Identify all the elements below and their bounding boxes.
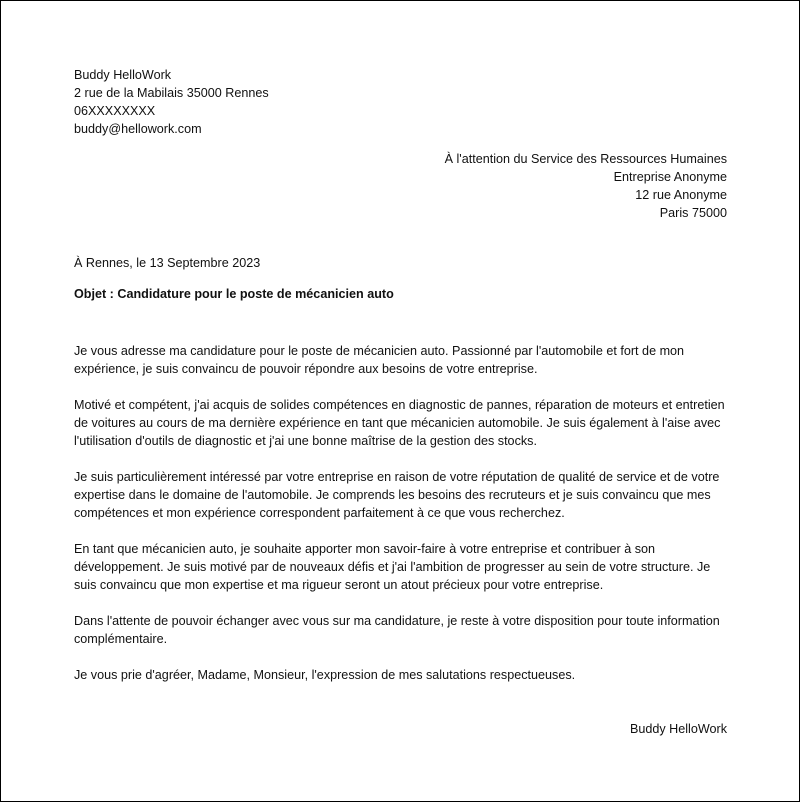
sender-phone: 06XXXXXXXX	[74, 104, 156, 118]
sender-name: Buddy HelloWork	[74, 68, 172, 82]
recipient-attention: À l'attention du Service des Ressources Humaines	[444, 152, 727, 166]
body-paragraph-interest: Je suis particulièrement intéressé par votre entreprise en raison de votre réputation de qualité de service et de votre expertise dans le domaine de l'automobile. Je comprends les besoins des recruteurs et je suis convaincu que mes compétences et mon expérience correspondent parfaitement à ce que vous recherchez.	[74, 470, 720, 520]
sender-address: 2 rue de la Mabilais 35000 Rennes	[74, 86, 269, 100]
body-paragraph-intro: Je vous adresse ma candidature pour le poste de mécanicien auto. Passionné par l'automobile et fort de mon expérience, je suis convaincu de pouvoir répondre aux besoins de votre entreprise.	[74, 344, 685, 376]
recipient-block	[445, 150, 727, 222]
recipient-city: Paris 75000	[659, 206, 727, 220]
body-paragraph-motivation: En tant que mécanicien auto, je souhaite apporter mon savoir-faire à votre entreprise et contribuer à son développement. Je suis motivé par de nouveaux défis et j'ai l'ambition de progresser au sein de votre structure. Je suis convaincu que mon expertise et ma rigueur seront un atout précieux pour votre entreprise.	[74, 542, 711, 592]
letter-body	[74, 342, 734, 702]
body-paragraph-closing: Je vous prie d'agréer, Madame, Monsieur, l'expression de mes salutations respectueuses.	[74, 668, 576, 682]
recipient-street: 12 rue Anonyme	[635, 188, 727, 202]
letter-date: À Rennes, le 13 Septembre 2023	[74, 256, 261, 270]
recipient-company: Entreprise Anonyme	[613, 170, 727, 184]
body-paragraph-availability: Dans l'attente de pouvoir échanger avec vous sur ma candidature, je reste à votre disposition pour toute information complémentaire.	[74, 614, 720, 646]
body-paragraph-skills: Motivé et compétent, j'ai acquis de solides compétences en diagnostic de pannes, réparation de moteurs et entretien de voitures au cours de ma dernière expérience en tant que mécanicien automobile. Je suis également à l'aise avec l'utilisation d'outils de diagnostic et j'ai une bonne maîtrise de la gestion des stocks.	[74, 398, 725, 448]
sender-email: buddy@hellowork.com	[74, 122, 202, 136]
letter-signature: Buddy HelloWork	[629, 722, 727, 736]
sender-block	[74, 66, 269, 138]
letter-subject: Objet : Candidature pour le poste de mécanicien auto	[74, 287, 394, 301]
